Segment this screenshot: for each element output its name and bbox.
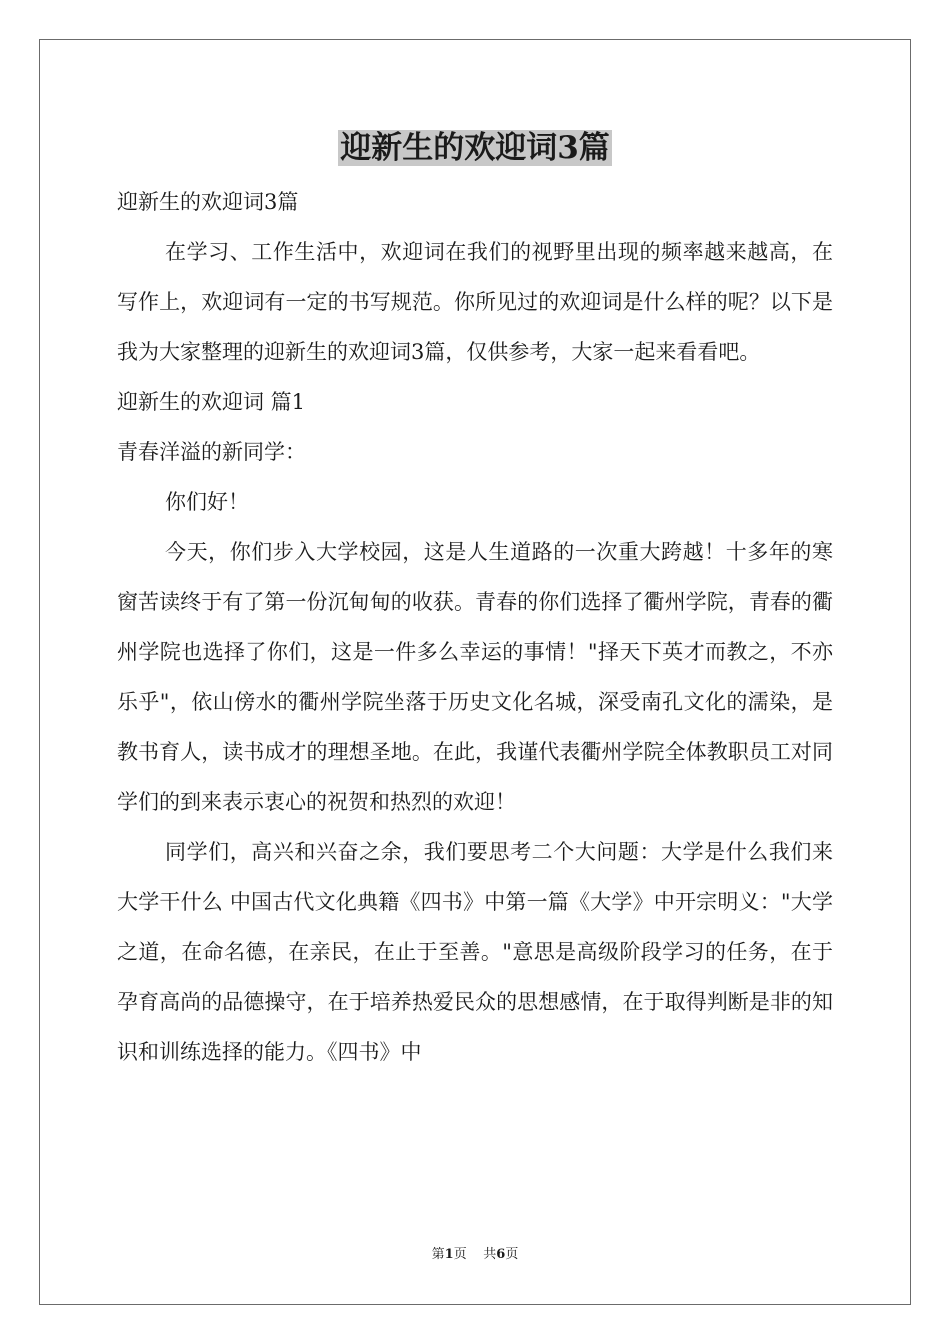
- document-subtitle: 迎新生的欢迎词3篇: [117, 190, 299, 214]
- page-unit: 页: [453, 1247, 467, 1262]
- greeting: 你们好！: [165, 490, 249, 514]
- total-prefix: 共: [483, 1247, 497, 1262]
- page-total: 6: [496, 1247, 506, 1262]
- page-footer: [0, 1246, 950, 1264]
- intro-paragraph: 在学习、工作生活中，欢迎词在我们的视野里出现的频率越来越高，在写作上，欢迎词有一定的书写规范。你所见过的欢迎词是什么样的呢？以下是我为大家整理的迎新生的欢迎词3篇，仅供参考，大家一起来看看吧。: [117, 240, 833, 364]
- page-current: 1: [444, 1247, 454, 1262]
- document-title: [0, 128, 950, 168]
- document-body: [117, 177, 833, 1077]
- total-unit: 页: [505, 1247, 519, 1262]
- section-heading: 迎新生的欢迎词 篇1: [117, 390, 306, 414]
- page-prefix: 第: [431, 1247, 445, 1262]
- salutation: 青春洋溢的新同学：: [117, 440, 306, 464]
- body-paragraph: 今天，你们步入大学校园，这是人生道路的一次重大跨越！十多年的寒窗苦读终于有了第一份沉甸甸的收获。青春的你们选择了衢州学院，青春的衢州学院也选择了你们，这是一件多么幸运的事情！"择天下英才而教之，不亦乐乎"，依山傍水的衢州学院坐落于历史文化名城，深受南孔文化的濡染，是教书育人，读书成才的理想圣地。在此，我谨代表衢州学院全体教职员工对同学们的到来表示衷心的祝贺和热烈的欢迎！: [117, 540, 833, 814]
- body-paragraph: 同学们，高兴和兴奋之余，我们要思考二个大问题：大学是什么我们来大学干什么 中国古代文化典籍《四书》中第一篇《大学》中开宗明义："大学之道，在命名德，在亲民，在止于至善。"意思是高级阶段学习的任务，在于孕育高尚的品德操守，在于培养热爱民众的思想感情，在于取得判断是非的知识和训练选择的能力。《四书》中: [117, 840, 833, 1064]
- document-title-text: 迎新生的欢迎词3篇: [340, 130, 610, 166]
